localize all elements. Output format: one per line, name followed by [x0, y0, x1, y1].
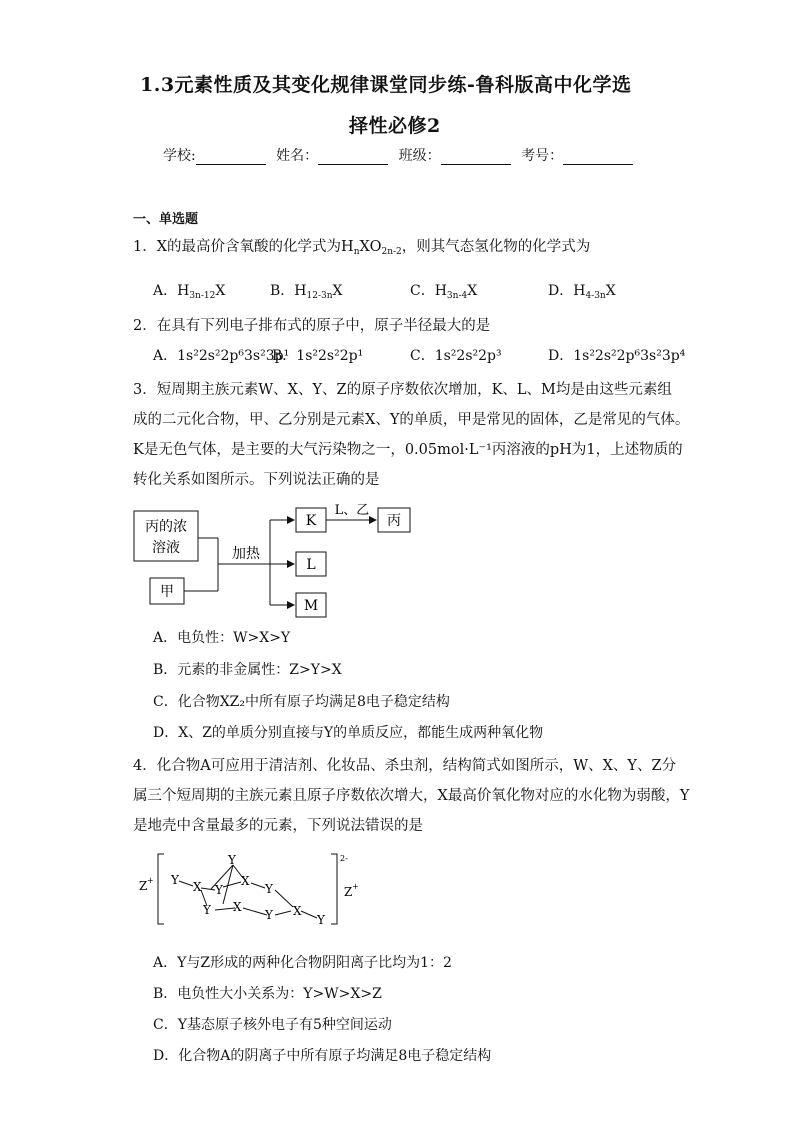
- number-blank[interactable]: [563, 150, 633, 165]
- z-cation-left-charge: +: [147, 876, 154, 885]
- q3-option-a[interactable]: A．电负性：W>X>Y: [153, 630, 291, 646]
- anion-structure-diagram: [135, 848, 365, 930]
- z-cation-left: Z: [139, 879, 148, 893]
- question-4-line-3: 是地壳中含量最多的元素，下列说法错误的是: [133, 818, 423, 834]
- q1-stem-subscript-1: n: [353, 247, 360, 257]
- q1-option-a-label: A．H: [153, 283, 190, 299]
- q1-stem-subscript-2: 2n-2: [381, 247, 402, 257]
- q4-option-c[interactable]: C．Y基态原子核外电子有5种空间运动: [153, 1017, 392, 1033]
- name-label: 姓名：: [276, 148, 319, 164]
- z-cation-right-charge: +: [352, 882, 359, 891]
- q4-option-b[interactable]: B．电负性大小关系为：Y>W>X>Z: [153, 986, 382, 1002]
- atom-y: Y: [203, 903, 211, 917]
- section-title: 一、单选题: [133, 212, 199, 227]
- name-blank[interactable]: [318, 150, 388, 165]
- question-4-line-2: 属三个短周期的主族元素且原子序数依次增大，X最高价氧化物对应的水化物为弱酸，Y: [133, 788, 690, 804]
- q1-stem-part-b: XO: [359, 239, 382, 255]
- q2-option-a[interactable]: A．1s²2s²2p⁶3s²3p¹: [153, 348, 290, 364]
- q1-option-a-sub: 3n-12: [189, 291, 216, 301]
- question-3-line-4: 转化关系如图所示。下列说法正确的是: [133, 472, 380, 488]
- question-2-stem: 2．在具有下列电子排布式的原子中，原子半径最大的是: [133, 318, 491, 334]
- q1-option-c-sub: 3n-4: [446, 291, 468, 301]
- concentrated-solution-label-2: 溶液: [152, 540, 180, 556]
- q1-option-d[interactable]: [548, 280, 616, 301]
- school-blank[interactable]: [196, 150, 266, 165]
- q1-option-b-sub: 12-3n: [306, 291, 333, 301]
- atom-y: Y: [228, 853, 236, 867]
- page-title-line-1: 1.3元素性质及其变化规律课堂同步练-鲁科版高中化学选: [140, 74, 632, 96]
- q2-option-b[interactable]: B．1s²2s²2p¹: [272, 348, 364, 364]
- q1-option-d-tail: X: [605, 283, 616, 299]
- arrow-reagent-label: L、乙: [334, 503, 370, 518]
- bracket-left: [158, 854, 164, 924]
- class-blank[interactable]: [441, 150, 511, 165]
- q3-option-c[interactable]: C．化合物XZ₂中所有原子均满足8电子稳定结构: [153, 694, 450, 710]
- q3-option-d[interactable]: D．X、Z的单质分别直接与Y的单质反应，都能生成两种氧化物: [153, 725, 544, 741]
- question-3-line-2: 成的二元化合物，甲、乙分别是元素X、Y的单质，甲是常见的固体，乙是常见的气体。: [133, 412, 690, 428]
- question-3-line-3: K是无色气体，是主要的大气污染物之一，0.05mol·L⁻¹丙溶液的pH为1，上述物质的: [133, 442, 683, 458]
- atom-y: Y: [215, 883, 223, 897]
- q1-option-d-label: D．H: [548, 283, 586, 299]
- q1-option-a[interactable]: [153, 280, 225, 301]
- q1-option-b[interactable]: [270, 280, 342, 301]
- q1-option-a-tail: X: [215, 283, 226, 299]
- atom-y: Y: [317, 913, 325, 927]
- question-3-line-1: 3．短周期主族元素W、X、Y、Z的原子序数依次增加，K、L、M均是由这些元素组: [133, 382, 672, 398]
- atom-x: X: [193, 880, 202, 894]
- atom-x: X: [233, 900, 242, 914]
- z-cation-right: Z: [344, 885, 353, 899]
- class-label: 班级：: [398, 148, 441, 164]
- atom-x: X: [241, 874, 250, 888]
- number-label: 考号：: [521, 148, 564, 164]
- atom-y: Y: [265, 882, 273, 896]
- heat-label: 加热: [232, 546, 260, 562]
- anion-charge: 2-: [340, 854, 348, 863]
- q4-option-d[interactable]: D．化合物A的阴离子中所有原子均满足8电子稳定结构: [153, 1048, 492, 1064]
- school-label: 学校:: [163, 148, 196, 164]
- q3-option-b[interactable]: B．元素的非金属性：Z>Y>X: [153, 662, 342, 678]
- q4-option-a[interactable]: A．Y与Z形成的两种化合物阴阳离子比均为1：2: [153, 955, 452, 971]
- q1-stem-part-c: ，则其气态氢化物的化学式为: [401, 239, 591, 255]
- page-title-line-2: 择性必修2: [349, 115, 441, 137]
- reaction-flow-diagram: [130, 500, 430, 622]
- q1-option-c[interactable]: [410, 280, 477, 301]
- q1-option-c-tail: X: [467, 283, 478, 299]
- q1-option-c-label: C．H: [410, 283, 447, 299]
- question-1-stem: [133, 237, 590, 262]
- bracket-right: [331, 854, 337, 924]
- atom-x: X: [293, 904, 302, 918]
- q1-option-d-sub: 4-3n: [585, 291, 606, 301]
- q2-option-d[interactable]: D．1s²2s²2p⁶3s²3p⁴: [548, 348, 686, 364]
- atom-y: Y: [265, 908, 273, 922]
- l-label: L: [306, 557, 316, 573]
- jia-label: 甲: [160, 584, 174, 600]
- student-info-line: [163, 145, 639, 165]
- question-4-line-1: 4．化合物A可应用于清洁剂、化妆品、杀虫剂，结构简式如图所示，W、X、Y、Z分: [133, 758, 677, 774]
- q1-stem-part-a: 1．X的最高价含氧酸的化学式为H: [133, 239, 354, 255]
- atom-y: Y: [171, 873, 179, 887]
- q1-option-b-tail: X: [332, 283, 343, 299]
- q1-option-b-label: B．H: [270, 283, 307, 299]
- k-label: K: [305, 513, 317, 529]
- m-label: M: [303, 598, 319, 614]
- bing-label: 丙: [387, 513, 401, 529]
- concentrated-solution-label-1: 丙的浓: [145, 519, 187, 535]
- q2-option-c[interactable]: C．1s²2s²2p³: [410, 348, 502, 364]
